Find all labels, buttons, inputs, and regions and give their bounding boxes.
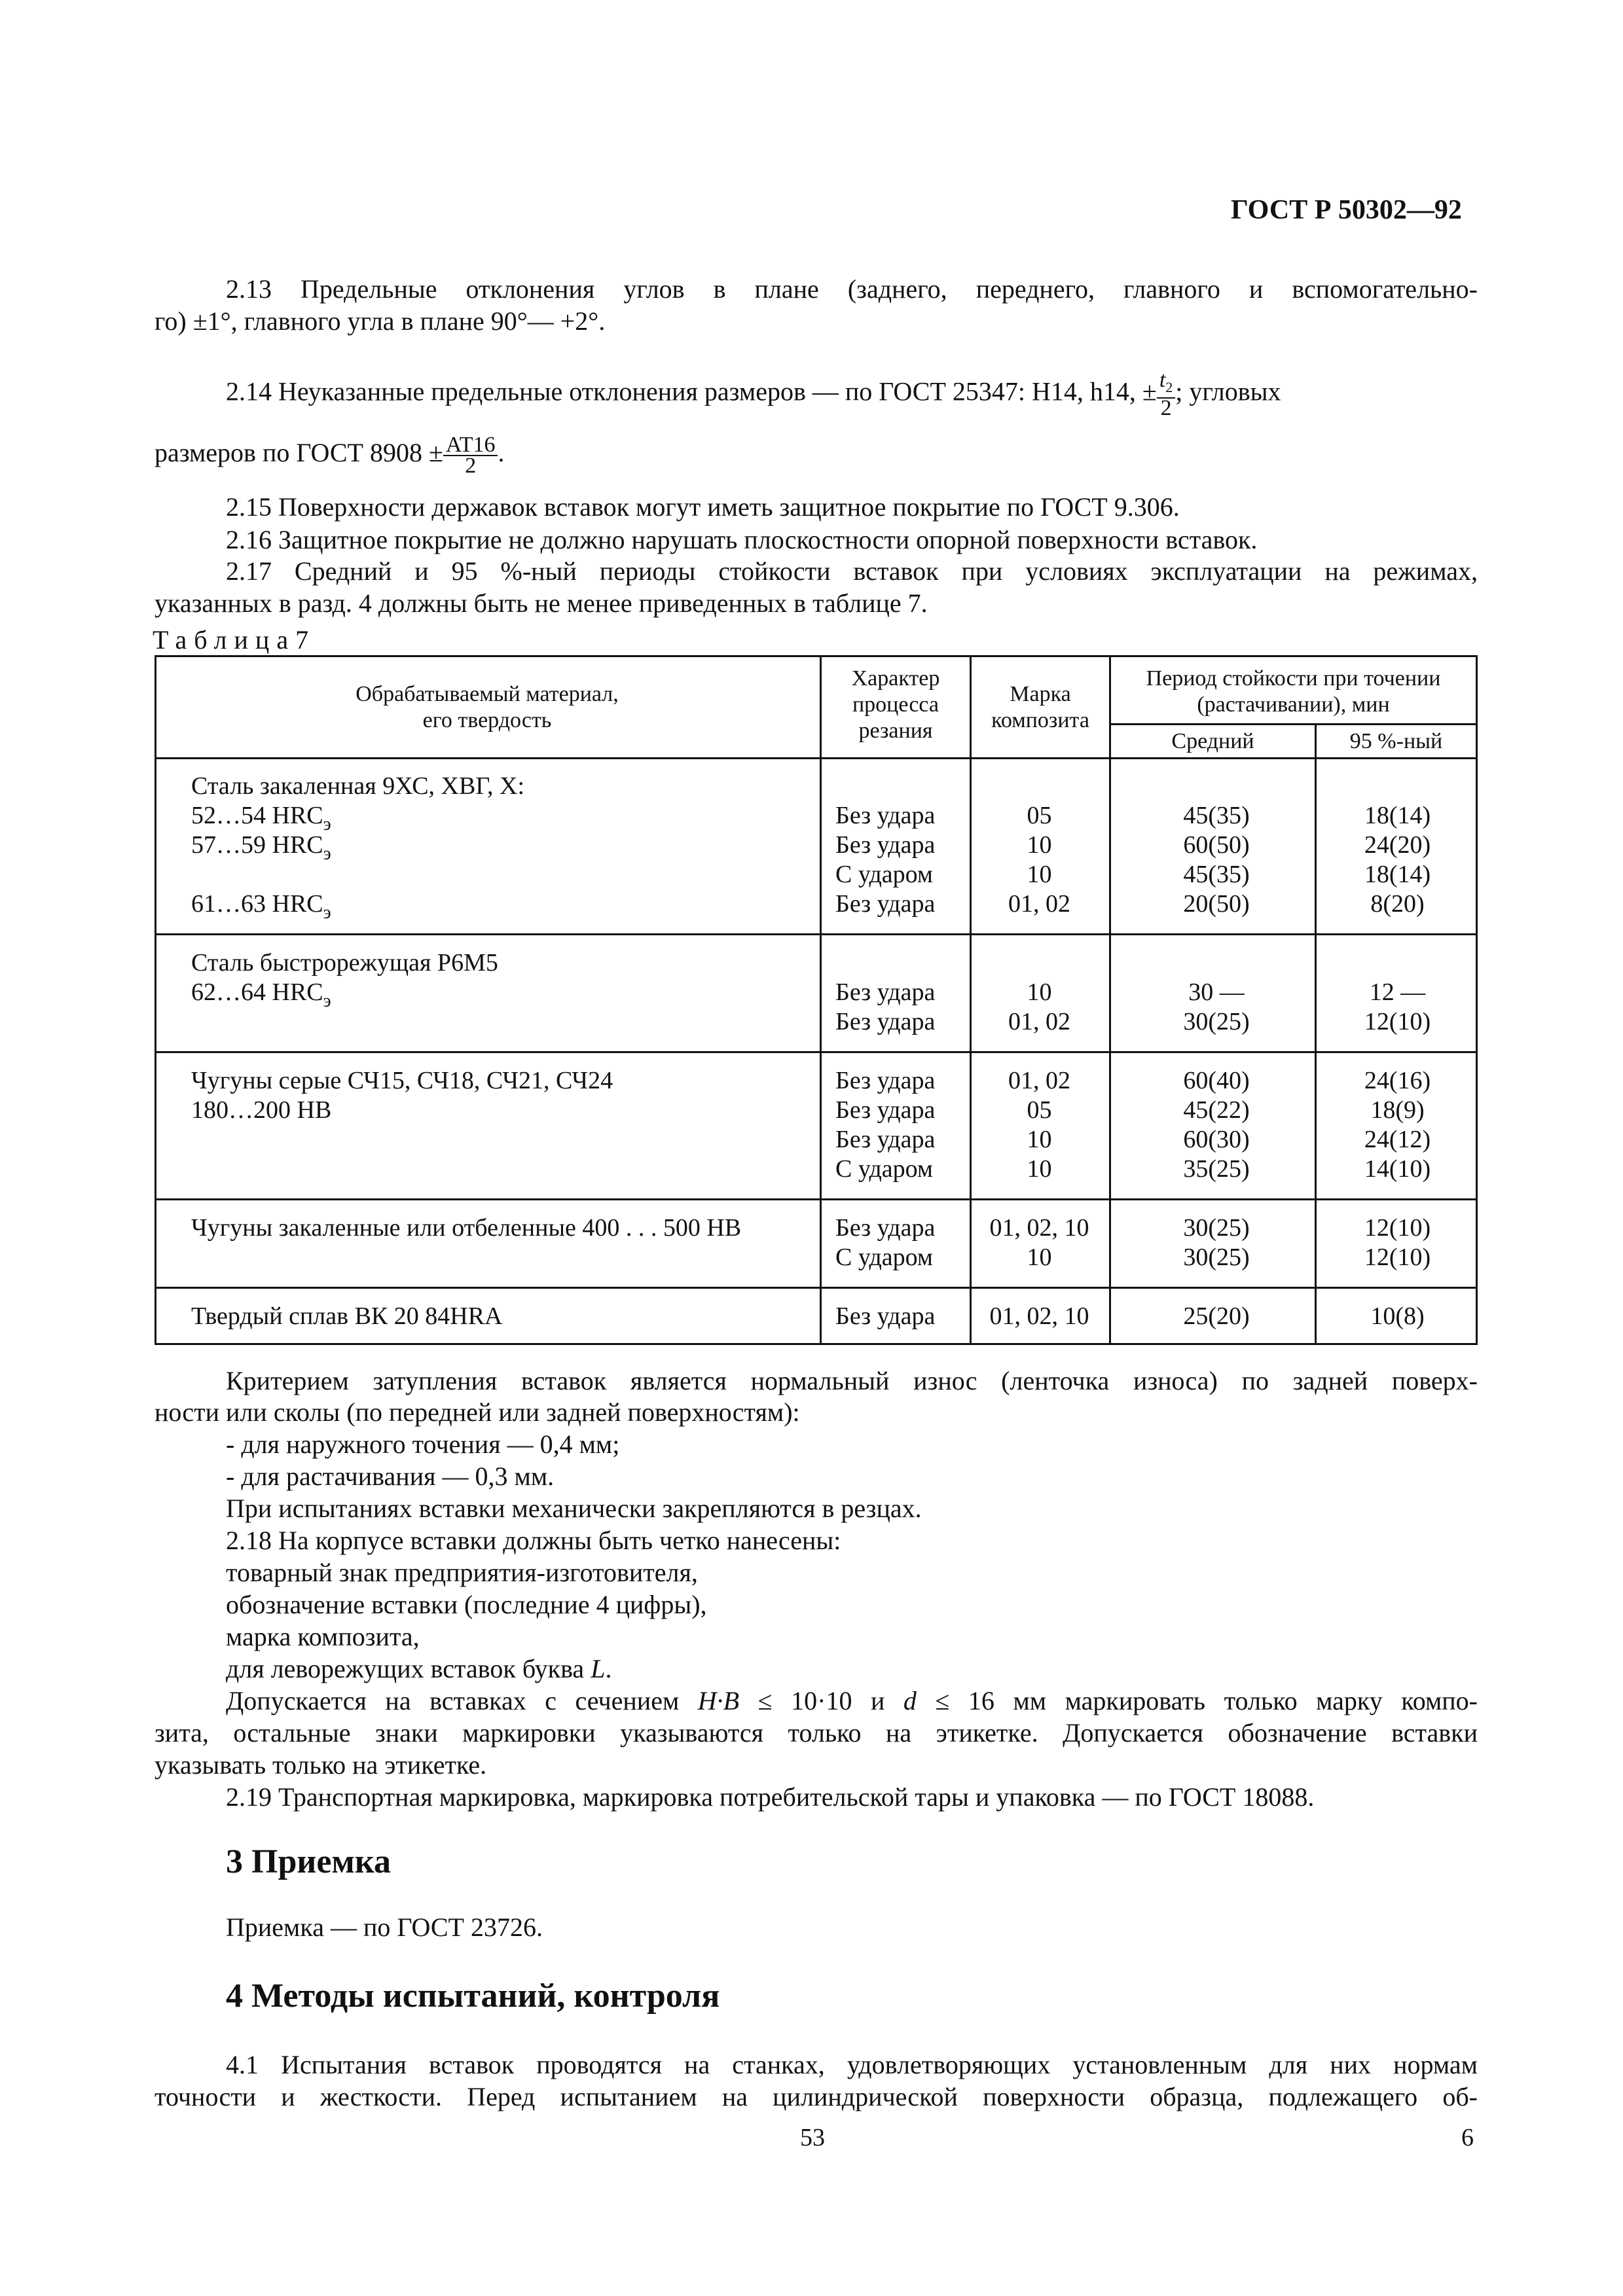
cell-process: С ударом (835, 1155, 933, 1183)
paragraph-2-14-line2: размеров по ГОСТ 8908 ± $\frac{AT16}{2}$ . (155, 433, 505, 478)
marking-item-4: для леворежущих вставок буква L. (226, 1654, 612, 1683)
cell-average: 45(22) (1183, 1096, 1250, 1124)
cell-95-percent: 18(9) (1370, 1096, 1425, 1124)
cell-process: С ударом (835, 861, 933, 888)
cell-average: 30(25) (1183, 1214, 1250, 1242)
allowance-line2: зита, остальные знаки маркировки указываются только на этикетке. Допускается обозначение вставки (155, 1718, 1478, 1748)
cell-95-percent: 12(10) (1364, 1008, 1431, 1035)
criterion-line1: Критерием затупления вставок является нормальный износ (ленточка износа) по задней поверх- (226, 1366, 1478, 1395)
cell-95-percent: 18(14) (1364, 861, 1431, 888)
cell-mark: 10 (1027, 1244, 1052, 1271)
paragraph-4-1-line1: 4.1 Испытания вставок проводятся на станках, удовлетворяющих установленным для них нормам (226, 2050, 1478, 2079)
table-row: 62…64 $HRC_э$ (191, 978, 331, 1011)
cell-mark: 01, 02, 10 (989, 1302, 1089, 1330)
group-title-chilled-cast-iron: Чугуны закаленные или отбеленные 400 . . . 500 НВ (191, 1214, 742, 1242)
group-title-hard-alloy: Твердый сплав ВК 20 84HRA (191, 1302, 503, 1330)
cell-95-percent: 24(12) (1364, 1126, 1431, 1153)
cell-95-percent: 10(8) (1370, 1302, 1425, 1330)
group-title-hss-steel: Сталь быстрорежущая Р6М5 (191, 949, 498, 977)
cell-process: С ударом (835, 1244, 933, 1271)
paragraph-2-14-text-end: ; угловых (1175, 376, 1281, 406)
cell-process: Без удара (835, 1096, 936, 1124)
paragraph-2-14-line1 (226, 370, 1478, 418)
cell-average: 45(35) (1183, 861, 1250, 888)
fraction-at16-over-2: $\frac{AT16}{2}$ (443, 435, 498, 476)
cell-mark: 01, 02, 10 (989, 1214, 1089, 1242)
allowance-line3: указывать только на этикетке. (155, 1750, 487, 1780)
paragraph-2-14-text: 2.14 Неуказанные предельные отклонения размеров — по ГОСТ 25347: H14, h14, ± (226, 376, 1157, 406)
cell-process: Без удара (835, 1008, 936, 1035)
criterion-line2: ности или сколы (по передней или задней поверхностям): (155, 1397, 800, 1427)
cell-process: Без удара (835, 890, 936, 918)
cell-95-percent: 12(10) (1364, 1214, 1431, 1242)
paragraph-2-15: 2.15 Поверхности державок вставок могут иметь защитное покрытие по ГОСТ 9.306. (226, 492, 1180, 522)
paragraph-2-19: 2.19 Транспортная маркировка, маркировка потребительской тары и упаковка — по ГОСТ 18088. (226, 1782, 1315, 1812)
cell-mark: 01, 02 (1008, 1067, 1070, 1094)
paragraph-2-18: 2.18 На корпусе вставки должны быть четко нанесены: (226, 1526, 841, 1555)
cell-average: 60(40) (1183, 1067, 1250, 1094)
table-label: Таблица7 (153, 625, 316, 655)
section-4-title: 4 Методы испытаний, контроля (226, 1977, 720, 2015)
group-title-hardened-steel: Сталь закаленная 9ХС, ХВГ, Х: (191, 772, 525, 800)
cell-mark: 10 (1027, 978, 1052, 1006)
paragraph-2-17-line2: указанных в разд. 4 должны быть не менее приведенных в таблице 7. (155, 588, 928, 618)
header-process: Характер процесса резания (851, 666, 940, 743)
page-number-right: 6 (1461, 2124, 1474, 2151)
cell-mark: 10 (1027, 831, 1052, 859)
section-3-title: 3 Приемка (226, 1843, 392, 1880)
section-3-text: Приемка — по ГОСТ 23726. (226, 1912, 543, 1942)
cell-average: 30(25) (1183, 1008, 1250, 1035)
cell-95-percent: 14(10) (1364, 1155, 1431, 1183)
cell-mark: 10 (1027, 1126, 1052, 1153)
cell-process: Без удара (835, 1302, 936, 1330)
cell-95-percent: 12(10) (1364, 1244, 1431, 1271)
paragraph-2-13-line1: 2.13 Предельные отклонения углов в плане (заднего, переднего, главного и вспомогательно- (226, 274, 1478, 304)
paragraph-4-1-line2: точности и жесткости. Перед испытанием на цилиндрической поверхности образца, подлежащего об- (155, 2082, 1478, 2111)
paragraph-2-17-line1: 2.17 Средний и 95 %-ный периоды стойкости вставок при условиях эксплуатации на режимах, (226, 556, 1478, 586)
cell-mark: 01, 02 (1008, 1008, 1070, 1035)
criterion-outer-turning: - для наружного точения — 0,4 мм; (226, 1429, 620, 1459)
cell-process: Без удара (835, 831, 936, 859)
table-row: 180…200 HB (191, 1096, 332, 1124)
cell-average: 30(25) (1183, 1244, 1250, 1271)
paragraph-2-13-line2: го) ±1°, главного угла в плане 90°— +2°. (155, 306, 606, 336)
page-number-center: 53 (800, 2124, 825, 2151)
table-7 (155, 655, 1478, 1345)
marking-item-1: товарный знак предприятия-изготовителя, (226, 1558, 698, 1587)
cell-process: Без удара (835, 1126, 936, 1153)
header-average: Средний (1171, 729, 1254, 753)
allowance-line1: Допускается на вставках с сечением H·B ≤ 10·10 и d ≤ 16 мм маркировать только марку компо- (226, 1686, 1478, 1715)
cell-average: 60(50) (1183, 831, 1250, 859)
paragraph-2-16: 2.16 Защитное покрытие не должно нарушать плоскостности опорной поверхности вставок. (226, 525, 1258, 554)
cell-average: 35(25) (1183, 1155, 1250, 1183)
marking-item-2: обозначение вставки (последние 4 цифры), (226, 1590, 707, 1619)
cell-95-percent: 24(20) (1364, 831, 1431, 859)
cell-mark: 05 (1027, 802, 1052, 829)
marking-item-3: марка композита, (226, 1622, 420, 1651)
cell-95-percent: 8(20) (1370, 890, 1425, 918)
cell-95-percent: 24(16) (1364, 1067, 1431, 1094)
fixing-note: При испытаниях вставки механически закрепляются в резцах. (226, 1494, 922, 1523)
header-material: Обрабатываемый материал, его твердость (356, 682, 619, 732)
table-row: 57…59 $HRC_э$ (191, 831, 331, 864)
cell-process: Без удара (835, 978, 936, 1006)
header-mark: Марка композита (991, 682, 1089, 732)
cell-95-percent: 18(14) (1364, 802, 1431, 829)
group-title-grey-cast-iron: Чугуны серые СЧ15, СЧ18, СЧ21, СЧ24 (191, 1067, 613, 1094)
cell-average: 45(35) (1183, 802, 1250, 829)
fraction-t2-over-2: $\frac{t_2}{2}$ (1157, 370, 1175, 418)
cell-average: 20(50) (1183, 890, 1250, 918)
header-95-percent: 95 %-ный (1349, 729, 1443, 753)
cell-process: Без удара (835, 1214, 936, 1242)
cell-process: Без удара (835, 1067, 936, 1094)
table-row: 61…63 $HRC_э$ (191, 890, 331, 923)
criterion-boring: - для растачивания — 0,3 мм. (226, 1462, 555, 1491)
cell-process: Без удара (835, 802, 936, 829)
cell-average: 30 — (1188, 978, 1245, 1006)
cell-95-percent: 12 — (1369, 978, 1426, 1006)
document-code: ГОСТ Р 50302—92 (1231, 195, 1462, 225)
table-row: 52…54 $HRC_э$ (191, 802, 331, 834)
header-period: Период стойкости при точении (растачивании), мин (1146, 666, 1441, 717)
cell-average: 25(20) (1183, 1302, 1250, 1330)
cell-average: 60(30) (1183, 1126, 1250, 1153)
cell-mark: 10 (1027, 1155, 1052, 1183)
cell-mark: 05 (1027, 1096, 1052, 1124)
cell-mark: 01, 02 (1008, 890, 1070, 918)
cell-mark: 10 (1027, 861, 1052, 888)
